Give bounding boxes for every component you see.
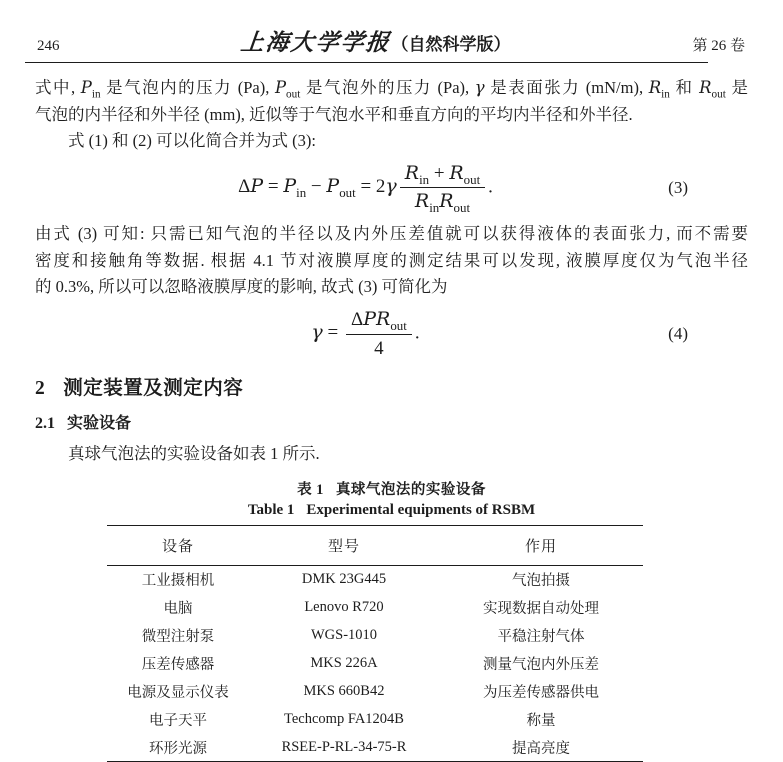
cell-purpose: 实现数据自动处理 (483, 600, 599, 617)
cell-purpose: 气泡拍摄 (512, 573, 570, 590)
col-header-purpose: 作用 (439, 525, 643, 565)
paragraph2-line3: 的 0.3%, 所以可以忽略液膜厚度的影响, 故式 (3) 可简化为 (35, 277, 448, 297)
table-caption (35, 478, 748, 519)
table-row (107, 705, 643, 733)
equation-3-lhs: $\Delta P = P_{in} - P_{out} = 2\gamma$ (238, 175, 397, 200)
equation-3-fraction (400, 162, 485, 215)
equation-3 (35, 162, 748, 215)
cell-model: RSEE-P-RL-34-75-R (281, 738, 407, 755)
cell-model: MKS 660B42 (303, 682, 385, 699)
section-2-1-heading (35, 410, 748, 433)
page-header (0, 0, 783, 57)
table-caption-zh (35, 478, 748, 499)
table-caption-en (35, 502, 748, 519)
table-row (107, 621, 643, 649)
table-caption-zh-label: 表 1 (297, 481, 324, 498)
table-row (107, 733, 643, 761)
col-header-model: 型号 (249, 525, 439, 565)
table-row (107, 677, 643, 705)
cell-model: Lenovo R720 (304, 598, 384, 615)
cell-model: WGS-1010 (310, 626, 378, 643)
section-2-title: 测定装置及测定内容 (63, 378, 244, 400)
equipment-table (107, 525, 643, 762)
cell-purpose: 平稳注射气体 (497, 628, 585, 645)
cell-model: Techcomp FA1204B (284, 710, 404, 727)
page-body (0, 63, 783, 762)
cell-purpose: 提高亮度 (512, 740, 570, 757)
cell-purpose: 称量 (526, 712, 556, 729)
fraction-numerator: $\Delta PR_{out}$ (346, 308, 412, 335)
col-header-device: 设备 (107, 525, 249, 565)
cell-device: 电源及显示仪表 (127, 684, 229, 701)
equation-4-fraction (346, 308, 412, 361)
equation-4 (35, 308, 748, 361)
cell-device: 环形光源 (149, 740, 207, 757)
paragraph1-line2: 气泡的内半径和外半径 (mm), 近似等于气泡水平和垂直方向的平均内半径和外半径. (35, 104, 633, 124)
paragraph3: 真球气泡法的实验设备如表 1 所示. (68, 444, 320, 464)
table-row (107, 649, 643, 677)
journal-logo: 上海大学学报 (239, 30, 393, 55)
paragraph1-line3: 式 (1) 和 (2) 可以化简合并为式 (3): (68, 131, 316, 150)
page-number: 246 (37, 38, 60, 54)
table-caption-en-label: Table 1 (247, 501, 295, 518)
paragraph2-line2: 密度和接触角等数据. 根据 4.1 节对液膜厚度的测定结果可以发现, 液膜厚度仅为气泡半径 (35, 250, 748, 270)
equation-4-number: (4) (668, 324, 688, 344)
cell-purpose: 测量气泡内外压差 (483, 656, 599, 673)
paragraph2-line1: 由式 (3) 可知: 只需已知气泡的半径以及内外压差值就可以获得液体的表面张力, 而不需要 (35, 224, 748, 244)
table-caption-zh-text: 真球气泡法的实验设备 (335, 481, 486, 498)
table-caption-en-text: Experimental equipments of RSBM (306, 501, 536, 518)
cell-device: 电子天平 (149, 712, 207, 729)
equation-4-lhs: γ = (311, 321, 343, 344)
equation-4-period: . (414, 322, 420, 344)
cell-purpose: 为压差传感器供电 (483, 684, 599, 701)
cell-device: 工业摄相机 (141, 573, 215, 590)
table-row (107, 593, 643, 621)
equation-3-period: . (488, 176, 493, 198)
fraction-denominator: $R_{in}R_{out}$ (414, 190, 471, 216)
journal-edition: （自然科学版） (391, 35, 511, 54)
cell-model: DMK 23G445 (301, 571, 387, 588)
cell-device: 电脑 (163, 600, 193, 617)
journal-title (241, 24, 510, 57)
table-header-row (107, 525, 643, 565)
equation-3-number: (3) (668, 178, 688, 198)
fraction-denominator: 4 (374, 337, 384, 359)
section-2-1-title: 实验设备 (67, 415, 132, 433)
table-row (107, 565, 643, 593)
section-2-number: 2 (35, 378, 46, 400)
cell-device: 微型注射泵 (141, 628, 215, 645)
cell-device: 压差传感器 (141, 656, 215, 673)
fraction-numerator: $R_{in} + R_{out}$ (400, 162, 485, 189)
volume-label: 第 26 卷 (692, 38, 745, 54)
cell-model: MKS 226A (310, 654, 378, 671)
paragraph1-line1: 式中, $P_{in}$ 是气泡内的压力 (Pa), $P_{out}$ 是气泡外的压力 (Pa), γ 是表面张力 (mN/m), $R_{in}$ 和 $R_{out}$ 是 (35, 78, 748, 101)
section-2-heading (35, 372, 748, 400)
section-2-1-number: 2.1 (35, 415, 55, 433)
